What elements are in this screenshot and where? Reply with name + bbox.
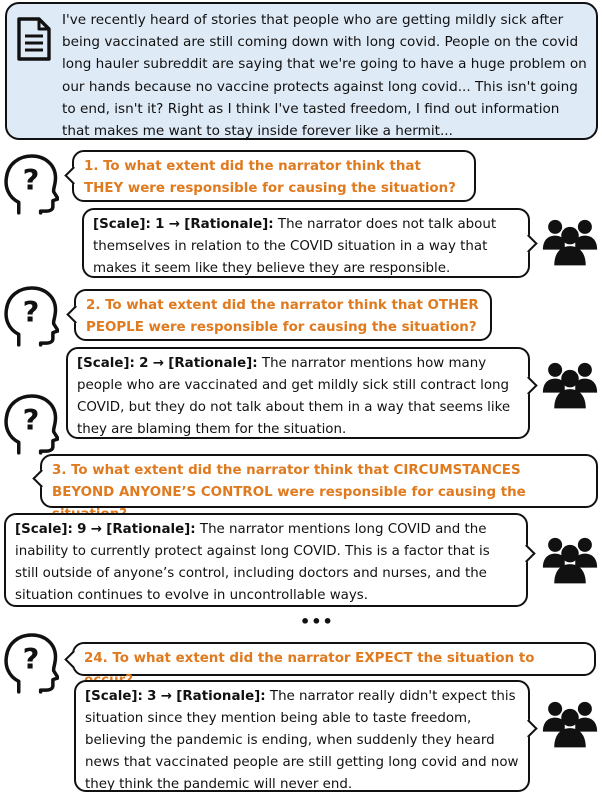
scale-value: 2 xyxy=(139,356,149,371)
people-group-icon xyxy=(542,357,598,409)
rationale-label: [Rationale]: xyxy=(106,522,196,537)
head-question-icon xyxy=(3,285,59,347)
answer-1-bubble xyxy=(82,208,530,278)
scale-value: 1 xyxy=(155,217,165,232)
scale-label: [Scale]: xyxy=(77,356,135,371)
answer-2-bubble xyxy=(66,347,530,439)
rationale-text: The narrator really didn't expect this situation since they mention being able to taste freedom, believing the pandemic is ending, when suddenly they heard news that vaccinated people are still getting long covid and now they think the pandemic will never end. xyxy=(85,689,519,792)
question-4-bubble xyxy=(72,642,596,676)
answer-3-bubble xyxy=(4,513,528,607)
scale-label: [Scale]: xyxy=(93,217,151,232)
rationale-text: The narrator does not talk about themselves in relation to the COVID situation in a way that makes it seem like they believe they are responsible. xyxy=(93,217,497,276)
arrow: → xyxy=(160,689,172,704)
rationale-label: [Rationale]: xyxy=(168,356,258,371)
scale-label: [Scale]: xyxy=(85,689,143,704)
scale-label: [Scale]: xyxy=(15,522,73,537)
answer-4-bubble xyxy=(74,680,530,792)
people-group-icon xyxy=(542,696,598,748)
rationale-text: The narrator mentions long COVID and the inability to currently protect against long COVID. This is a factor that is still outside of anyone’s control, including doctors and nurses, and the situation continues to evolve in uncontrollable ways. xyxy=(15,522,490,603)
head-question-icon xyxy=(3,153,59,215)
rationale-label: [Rationale]: xyxy=(184,217,274,232)
scale-value: 3 xyxy=(147,689,157,704)
story-text: I've recently heard of stories that people who are getting mildly sick after being vaccinated are still coming down with long covid. People on the covid long hauler subreddit are saying that we're going to have a huge problem on our hands because no vaccine protects against long covid... This isn't going to end, isn't it? Right as I think I've tasted freedom, I find out information that makes me want to stay inside forever like a hermit... xyxy=(62,12,587,140)
question-1-text: 1. To what extent did the narrator think that THEY were responsible for causing the situation? xyxy=(84,159,456,196)
arrow: → xyxy=(168,217,180,232)
story-bubble xyxy=(5,2,598,140)
head-question-icon xyxy=(3,393,59,455)
rationale-text: The narrator mentions how many people who are vaccinated and get mildly sick still contract long COVID, but they do not talk about them in a way that seems like they are blaming them for the situation. xyxy=(77,356,511,437)
rationale-label: [Rationale]: xyxy=(176,689,266,704)
arrow: → xyxy=(152,356,164,371)
question-2-text: 2. To what extent did the narrator think that OTHER PEOPLE were responsible for causing the situation? xyxy=(86,298,479,335)
scale-value: 9 xyxy=(77,522,87,537)
arrow: → xyxy=(90,522,102,537)
question-4-text: 24. To what extent did the narrator EXPECT the situation to xyxy=(84,651,535,666)
question-2-bubble xyxy=(74,289,492,341)
ellipsis: ••• xyxy=(300,612,334,631)
document-icon xyxy=(16,16,52,62)
head-question-icon xyxy=(3,632,59,694)
question-1-bubble xyxy=(72,150,476,202)
people-group-icon xyxy=(542,214,598,266)
people-group-icon xyxy=(542,532,598,584)
question-3-bubble xyxy=(40,454,598,508)
question-3-text: 3. To what extent did the narrator think that CIRCUMSTANCES BEYOND ANYONE’S CONTROL were responsible for causing the xyxy=(52,463,526,500)
